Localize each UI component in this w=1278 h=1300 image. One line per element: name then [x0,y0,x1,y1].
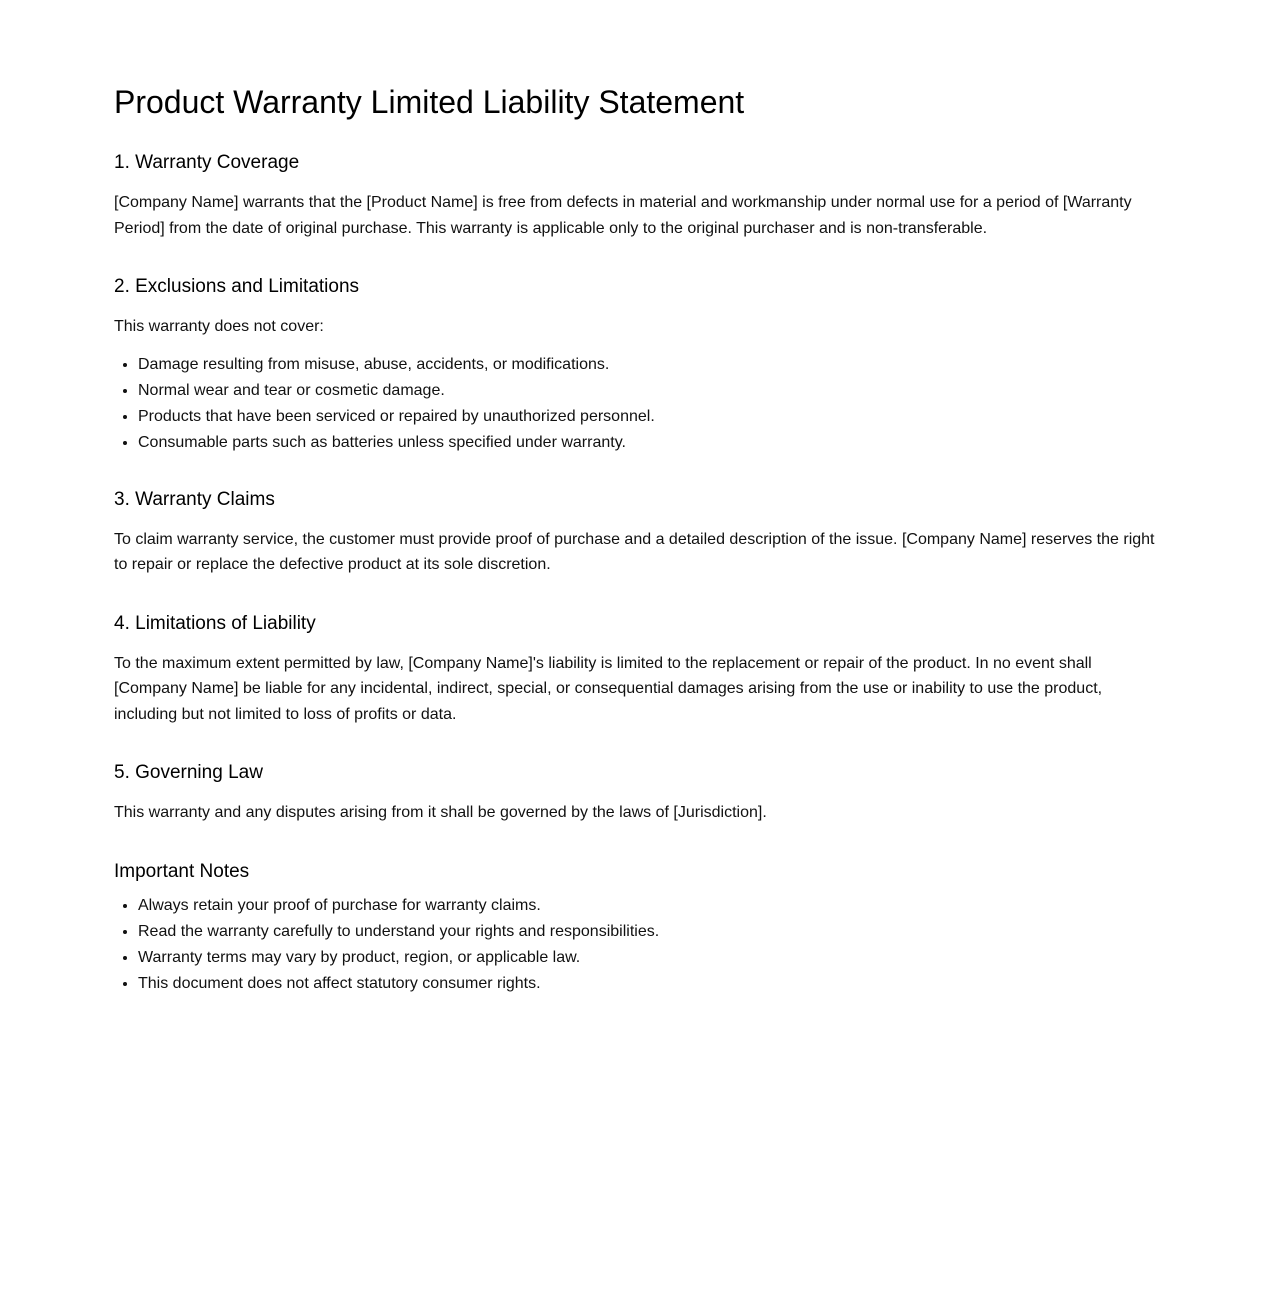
list-item: • Consumable parts such as batteries unless specified under warranty. [138,430,1164,456]
section-heading: 1. Warranty Coverage [114,152,300,173]
list-item: • Normal wear and tear or cosmetic damage. [138,378,1164,404]
section-exclusions-limitations [114,275,1164,456]
section-heading: 4. Limitations of Liability [114,612,316,634]
section-body: This warranty and any disputes arising from it shall be governed by the laws of [Jurisdiction]. [114,804,767,821]
list-item: • Read the warranty carefully to understand your rights and responsibilities. [138,919,1164,945]
section-governing-law [114,761,1164,826]
list-item: • Warranty terms may vary by product, region, or applicable law. [138,945,1164,971]
section-heading: 2. Exclusions and Limitations [114,276,360,297]
exclusions-list [114,352,1164,456]
section-body: To claim warranty service, the customer must provide proof of purchase and a detailed description of the issue. [Company Name] reserves the right to repair or replace the defective product at its sole discretion. [114,530,1155,573]
section-body: To the maximum extent permitted by law, [Company Name]'s liability is limited to the replacement or repair of the product. In no event shall [Company Name] be liable for any incidental, indirect, special, or consequential damages arising from the use or inability to use the product, including but not limited to loss of profits or data. [114,654,1103,723]
section-warranty-claims [114,488,1164,578]
list-item: • Products that have been serviced or repaired by unauthorized personnel. [138,404,1164,430]
section-body: This warranty does not cover: [114,318,324,335]
list-item: • Always retain your proof of purchase for warranty claims. [138,893,1164,919]
notes-list [114,893,1164,997]
list-item: • This document does not affect statutory consumer rights. [138,971,1164,997]
page-title: Product Warranty Limited Liability Statement [114,84,745,120]
section-body: [Company Name] warrants that the [Product Name] is free from defects in material and workmanship under normal use for a period of [Warranty Period] from the date of original purchase. This warranty is applicable only to the original purchaser and is non-transferable. [114,194,1132,237]
section-warranty-coverage [114,151,1164,241]
section-heading: 3. Warranty Claims [114,488,275,510]
section-heading: 5. Governing Law [114,762,263,783]
list-item: • Damage resulting from misuse, abuse, accidents, or modifications. [138,352,1164,378]
section-limitations-of-liability [114,612,1164,728]
document [114,0,1164,997]
section-heading: Important Notes [114,860,250,882]
section-important-notes [114,860,1164,997]
